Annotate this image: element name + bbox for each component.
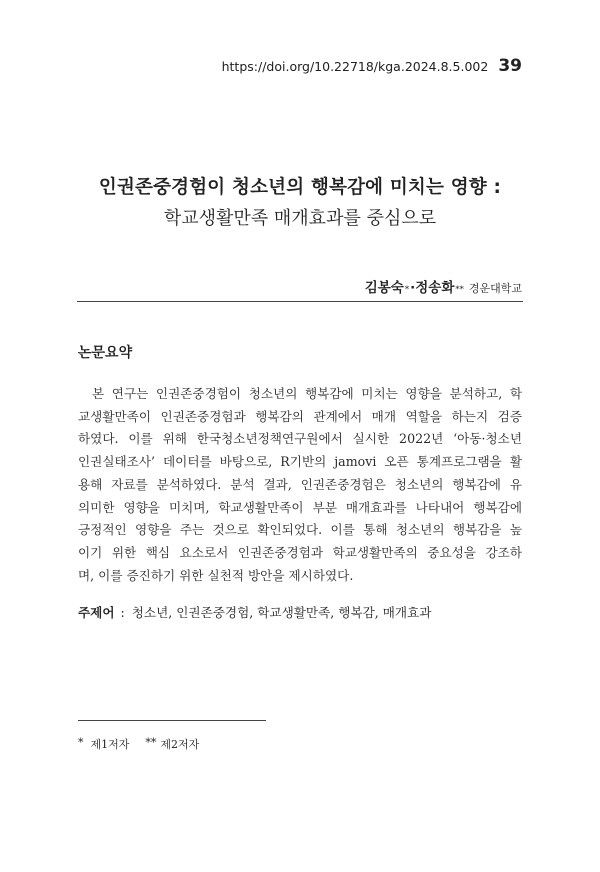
keywords-separator: : — [120, 605, 125, 620]
abstract-line: 하였다. 이를 위해 한국청소년정책연구원에서 실시한 2022년 ‘아동·청소년 — [78, 431, 522, 447]
affiliation: 경운대학교 — [468, 282, 522, 295]
abstract-line: 의미한 영향을 미치며, 학교생활만족이 부분 매개효과를 나타내어 행복감에 — [78, 499, 522, 515]
page-header — [222, 56, 522, 76]
keywords-label: 주제어 — [78, 605, 115, 620]
author-1: 김봉숙 — [364, 280, 404, 296]
footnote-mark-2: ** — [145, 736, 157, 749]
footnote-mark-1: * — [78, 736, 84, 749]
author-2-mark: ** — [455, 285, 464, 295]
header-divider — [77, 301, 523, 302]
author-2: 정송화 — [415, 280, 455, 296]
footnote-text-1: 제1저자 — [90, 738, 130, 751]
footnote — [78, 736, 199, 752]
keywords — [78, 602, 431, 621]
author-separator: · — [410, 280, 416, 296]
author-1-mark: * — [404, 285, 410, 295]
abstract-line: 이기 위한 핵심 요소로서 인권존중경험과 학교생활만족의 중요성을 강조하 — [78, 544, 522, 560]
paper-title: 인권존중경험이 청소년의 행복감에 미치는 영향 : — [98, 177, 502, 198]
paper-subtitle: 학교생활만족 매개효과를 중심으로 — [163, 208, 437, 229]
abstract-line: 용해 자료를 분석하였다. 분석 결과, 인권존중경험은 청소년의 행복감에 유 — [78, 476, 522, 492]
abstract-line: 인권실태조사’ 데이터를 바탕으로, R기반의 jamovi 오픈 통계프로그램을 활 — [78, 454, 522, 470]
keywords-value: 청소년, 인권존중경험, 학교생활만족, 행복감, 매개효과 — [131, 605, 432, 620]
doi-link[interactable]: https://doi.org/10.22718/kga.2024.8.5.002 — [221, 59, 489, 74]
page-number: 39 — [498, 56, 522, 76]
footnote-divider — [78, 720, 266, 721]
title-block — [0, 173, 600, 230]
abstract-line: 본 연구는 인권존중경험이 청소년의 행복감에 미치는 영향을 분석하고, 학 — [92, 386, 522, 401]
abstract-line: 긍정적인 영향을 주는 것으로 확인되었다. 이를 통해 청소년의 행복감을 높 — [78, 522, 522, 538]
author-line — [365, 276, 522, 296]
abstract-line: 교생활만족이 인권존중경험과 행복감의 관계에서 매개 역할을 하는지 검증 — [78, 408, 522, 424]
abstract-line: 며, 이를 증진하기 위한 실천적 방안을 제시하였다. — [78, 567, 354, 583]
footnote-text-2: 제2저자 — [160, 738, 200, 751]
abstract-heading: 논문요약 — [78, 345, 133, 361]
abstract-body — [78, 383, 522, 587]
